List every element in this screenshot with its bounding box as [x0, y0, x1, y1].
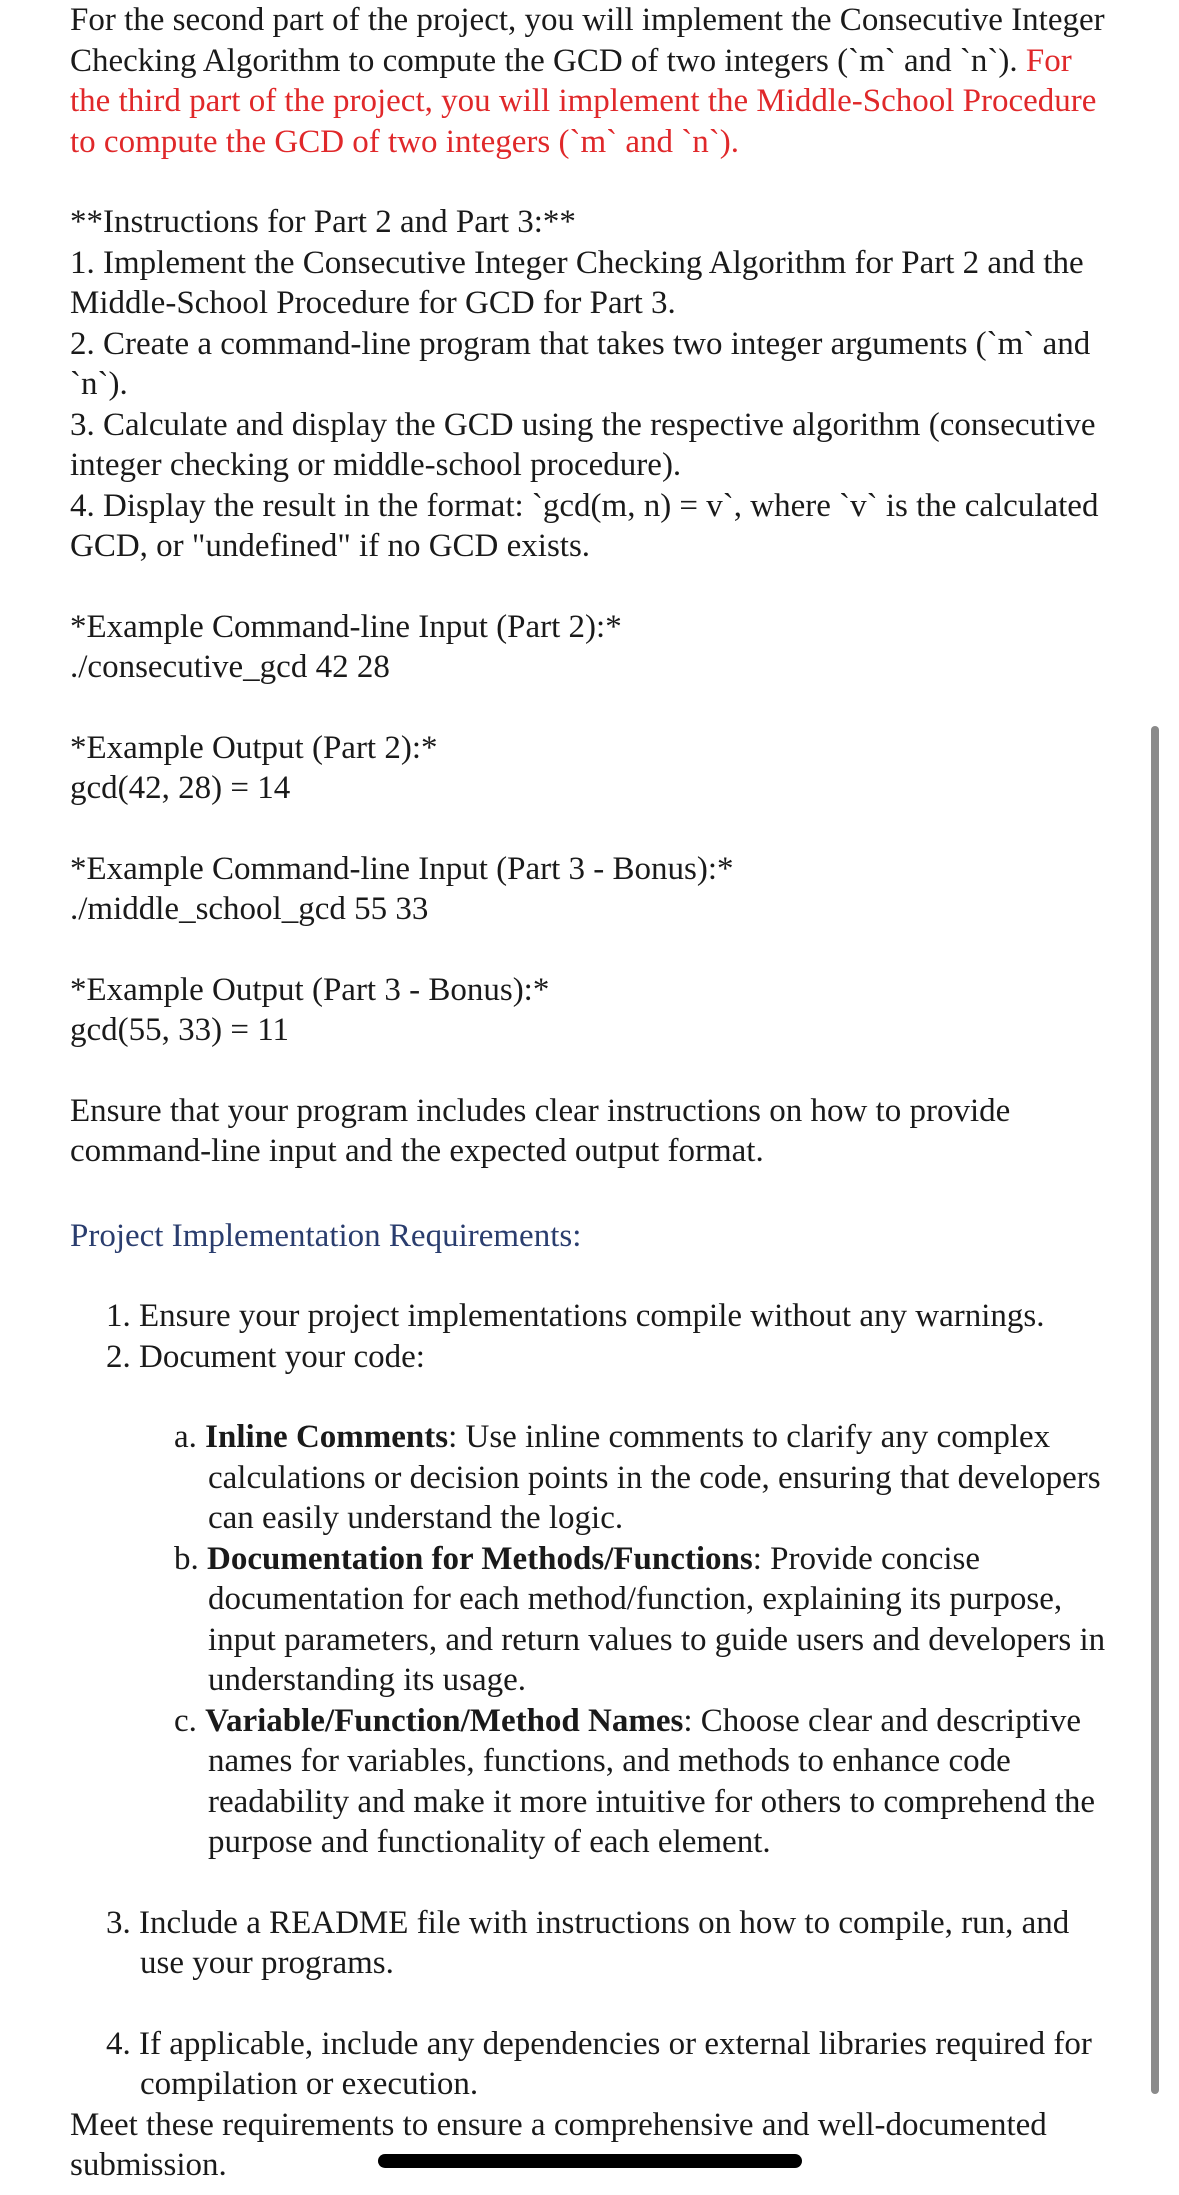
vertical-scrollbar[interactable]: [1151, 726, 1159, 2094]
requirement-item-2: 2. Document your code:: [106, 1338, 425, 1375]
closing-paragraph: Meet these requirements to ensure a comprehensive and well-documented submission.: [70, 2106, 1047, 2183]
document-body: [70, 0, 1120, 2186]
instruction-item-1: 1. Implement the Consecutive Integer Checking Algorithm for Part 2 and the Middle-School Procedure for GCD for Part 3.: [70, 244, 1084, 321]
intro-part2-text: For the second part of the project, you will implement the Consecutive Integer Checking Algorithm to compute the GCD of two integers (`m` and `n`).: [70, 2, 1105, 79]
example-input-part3-label: *Example Command-line Input (Part 3 - Bonus):*: [70, 850, 734, 887]
example-output-part2-label: *Example Output (Part 2):*: [70, 729, 438, 766]
instruction-item-3: 3. Calculate and display the GCD using the respective algorithm (consecutive integer checking or middle-school procedure).: [70, 406, 1096, 483]
ensure-paragraph: Ensure that your program includes clear instructions on how to provide command-line input and the expected output format.: [70, 1092, 1011, 1169]
instructions-heading: **Instructions for Part 2 and Part 3:**: [70, 204, 576, 240]
requirement-item-4: 4. If applicable, include any dependencies or external libraries required for compilation or execution.: [106, 2025, 1092, 2102]
intro-part3-text: For the third part of the project, you will implement the Middle-School Procedure to compute the GCD of two integers (`m` and `n`).: [70, 42, 1097, 160]
sub-item-method-docs: b. Documentation for Methods/Functions: Provide concise documentation for each method/function, explaining its purpose, input parameters, and return values to guide users and developers in understanding its usage.: [174, 1540, 1106, 1698]
sub-item-naming-title: Variable/Function/Method Names: [205, 1702, 684, 1739]
requirement-item-3: 3. Include a README file with instructions on how to compile, run, and use your programs.: [106, 1904, 1070, 1981]
example-output-part2-value: gcd(42, 28) = 14: [70, 770, 291, 806]
intro-paragraph: [70, 0, 1120, 162]
sub-item-naming: c. Variable/Function/Method Names: Choose clear and descriptive names for variables, functions, and methods to enhance code readability and make it more intuitive for others to comprehend the purpose and functionality of each element.: [174, 1702, 1096, 1860]
requirements-list: [106, 1296, 1120, 1377]
example-input-part3-value: ./middle_school_gcd 55 33: [70, 891, 429, 927]
instruction-item-2: 2. Create a command-line program that takes two integer arguments (`m` and `n`).: [70, 325, 1091, 402]
example-output-part3-label: *Example Output (Part 3 - Bonus):*: [70, 971, 550, 1008]
requirement-item-1: 1. Ensure your project implementations compile without any warnings.: [106, 1298, 1045, 1334]
example-input-part2-value: ./consecutive_gcd 42 28: [70, 649, 390, 685]
sub-item-inline-comments: a. Inline Comments: Use inline comments to clarify any complex calculations or decision points in the code, ensuring that developers can easily understand the logic.: [174, 1419, 1101, 1536]
documentation-sub-list: [174, 1417, 1120, 1863]
requirements-heading: Project Implementation Requirements:: [70, 1217, 582, 1254]
sub-item-method-docs-title: Documentation for Methods/Functions: [207, 1540, 753, 1577]
instruction-item-4: 4. Display the result in the format: `gcd(m, n) = v`, where `v` is the calculated GCD, or "undefined" if no GCD exists.: [70, 487, 1099, 564]
example-output-part3-value: gcd(55, 33) = 11: [70, 1012, 290, 1048]
sub-item-inline-comments-title: Inline Comments: [205, 1419, 449, 1455]
home-indicator[interactable]: [378, 2154, 802, 2168]
example-input-part2-label: *Example Command-line Input (Part 2):*: [70, 608, 622, 645]
